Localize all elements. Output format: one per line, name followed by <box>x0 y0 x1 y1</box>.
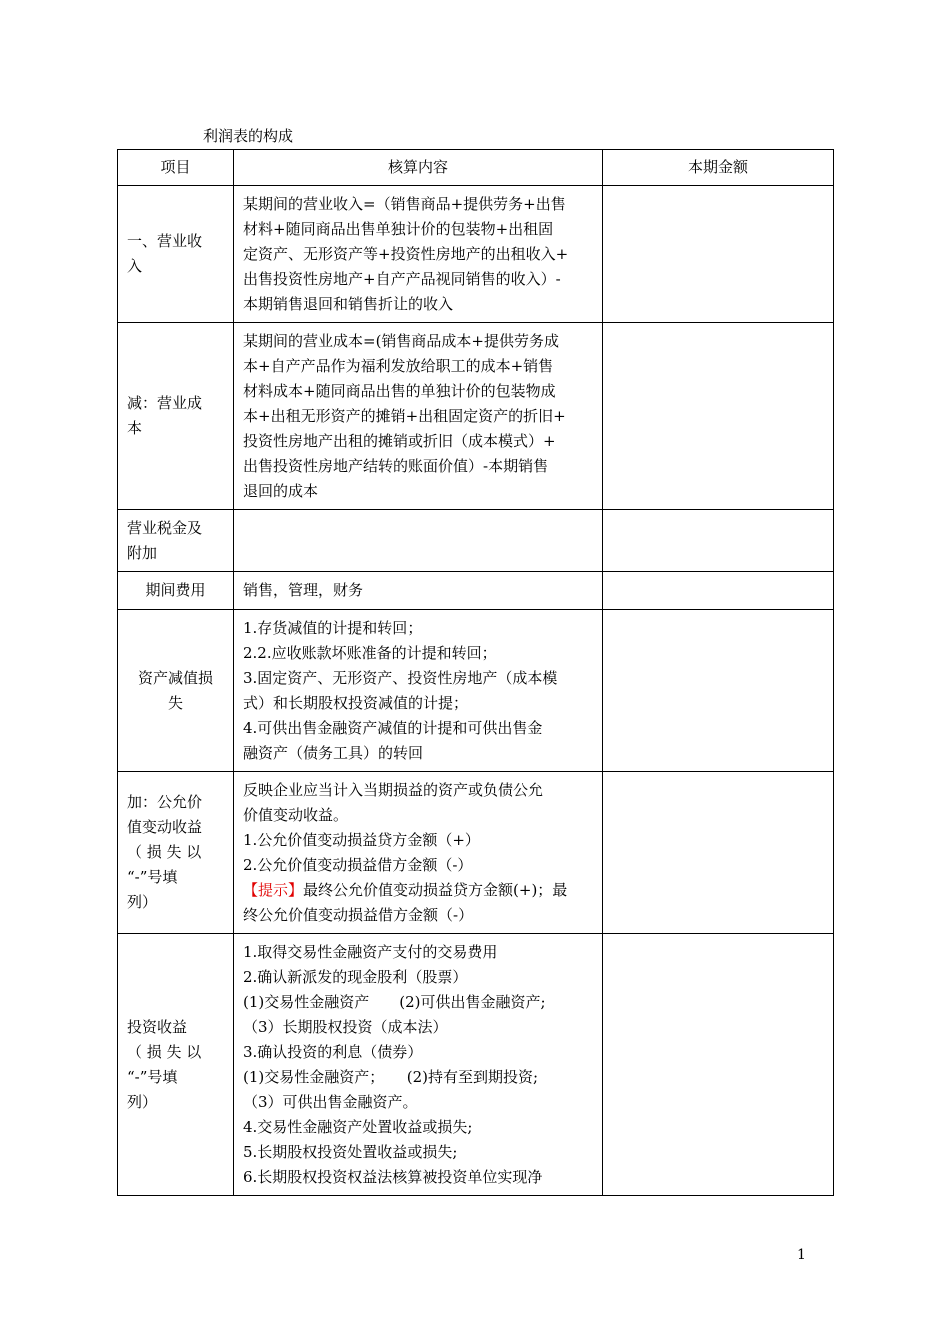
table-row-investment <box>118 934 834 1196</box>
content-line: 退回的成本 <box>243 481 319 500</box>
amount-cost <box>603 323 834 510</box>
content-line: 3.固定资产、无形资产、投资性房地产（成本模 <box>243 668 558 687</box>
content-fair-value <box>234 772 603 934</box>
content-line: 材料成本+随同商品出售的单独计价的包装物成 <box>243 381 556 400</box>
document-title: 利润表的构成 <box>203 127 294 145</box>
content-line: （3）长期股权投资（成本法） <box>243 1017 448 1036</box>
content-line: 定资产、无形资产等+投资性房地产的出租收入+ <box>243 244 569 263</box>
table-row-tax <box>118 510 834 572</box>
amount-expense <box>603 572 834 610</box>
content-tax <box>234 510 603 572</box>
content-line: （3）可供出售金融资产。 <box>243 1092 418 1111</box>
table-row-cost <box>118 323 834 510</box>
amount-tax <box>603 510 834 572</box>
content-line: 终公允价值变动损益借方金额（-） <box>243 905 474 924</box>
item-line: （ 损 失 以 <box>127 1042 202 1061</box>
content-line: 2.确认新派发的现金股利（股票） <box>243 967 468 986</box>
item-line: 本 <box>127 419 143 437</box>
item-expense: 期间费用 <box>118 572 234 610</box>
content-line: 出售投资性房地产结转的账面价值）-本期销售 <box>243 456 549 475</box>
content-line: 1.公允价值变动损益贷方金额（+） <box>243 830 480 849</box>
content-line: 价值变动收益。 <box>243 805 349 824</box>
item-line: 减：营业成 <box>127 394 203 412</box>
item-line: 资产减值损 <box>137 668 213 687</box>
table-row-fair-value <box>118 772 834 934</box>
content-line: 本+出租无形资产的摊销+出租固定资产的折旧+ <box>243 406 566 425</box>
content-line: 2.公允价值变动损益借方金额（-） <box>243 855 473 874</box>
hint-label: 【提示】 <box>243 880 304 899</box>
item-impairment <box>118 610 234 772</box>
table-row-revenue <box>118 186 834 323</box>
item-line: 入 <box>127 257 143 275</box>
item-line: “-”号填 <box>127 868 178 886</box>
content-line: 4.交易性金融资产处置收益或损失; <box>243 1117 473 1136</box>
item-line: 附加 <box>127 543 158 562</box>
content-cost <box>234 323 603 510</box>
content-line: 出售投资性房地产+自产产品视同销售的收入）- <box>243 269 561 288</box>
content-line: 某期间的营业成本=(销售商品成本+提供劳务成 <box>243 331 559 350</box>
item-line: 营业税金及 <box>127 518 203 537</box>
item-line: 投资收益 <box>127 1017 188 1036</box>
item-revenue <box>118 186 234 323</box>
item-line: “-”号填 <box>127 1067 178 1086</box>
content-line: 3.确认投资的利息（债券） <box>243 1042 423 1061</box>
table-row-impairment <box>118 610 834 772</box>
content-line: 1.取得交易性金融资产支付的交易费用 <box>243 942 498 961</box>
content-line: 投资性房地产出租的摊销或折旧（成本模式）+ <box>243 431 556 450</box>
page-number: 1 <box>797 1247 806 1263</box>
item-line: 失 <box>167 693 183 712</box>
item-tax <box>118 510 234 572</box>
item-fair-value <box>118 772 234 934</box>
item-line: 列） <box>127 1092 158 1111</box>
amount-investment <box>603 934 834 1196</box>
item-line: 一、营业收 <box>127 232 203 250</box>
header-item: 项目 <box>118 150 234 186</box>
content-line: 某期间的营业收入=（销售商品+提供劳务+出售 <box>243 194 566 213</box>
item-line: 加：公允价 <box>127 793 203 811</box>
hint-text: 最终公允价值变动损益贷方金额(+)；最 <box>303 880 568 899</box>
content-line: 4.可供出售金融资产减值的计提和可供出售金 <box>243 718 543 737</box>
item-investment <box>118 934 234 1196</box>
content-impairment <box>234 610 603 772</box>
content-line: 反映企业应当计入当期损益的资产或负债公允 <box>243 780 544 799</box>
content-line: 6.长期股权投资权益法核算被投资单位实现净 <box>243 1167 543 1186</box>
header-amount: 本期金额 <box>603 150 834 186</box>
content-line: 融资产（债务工具）的转回 <box>243 743 424 762</box>
item-cost <box>118 323 234 510</box>
amount-revenue <box>603 186 834 323</box>
content-investment <box>234 934 603 1196</box>
content-line: 1.存货减值的计提和转回； <box>243 618 423 637</box>
content-line: 本+自产产品作为福利发放给职工的成本+销售 <box>243 356 554 375</box>
content-line: 本期销售退回和销售折让的收入 <box>243 294 454 313</box>
amount-impairment <box>603 610 834 772</box>
content-revenue <box>234 186 603 323</box>
content-line: (1)交易性金融资产 (2)可供出售金融资产; <box>243 992 546 1011</box>
income-statement-table <box>117 149 834 1196</box>
table-row-expense <box>118 572 834 610</box>
content-line: 2.2.应收账款坏账准备的计提和转回； <box>243 643 497 662</box>
item-line: 列） <box>127 893 158 911</box>
item-line: 值变动收益 <box>127 818 203 836</box>
amount-fair-value <box>603 772 834 934</box>
content-line: 5.长期股权投资处置收益或损失; <box>243 1142 458 1161</box>
content-line: 式）和长期股权投资减值的计提； <box>243 693 469 712</box>
header-content: 核算内容 <box>234 150 603 186</box>
table-header-row <box>118 150 834 186</box>
content-expense: 销售，管理，财务 <box>234 572 603 610</box>
content-line <box>243 878 593 903</box>
item-line: （ 损 失 以 <box>127 843 202 861</box>
content-line: (1)交易性金融资产； (2)持有至到期投资; <box>243 1067 539 1086</box>
content-line: 材料+随同商品出售单独计价的包装物+出租固 <box>243 219 554 238</box>
